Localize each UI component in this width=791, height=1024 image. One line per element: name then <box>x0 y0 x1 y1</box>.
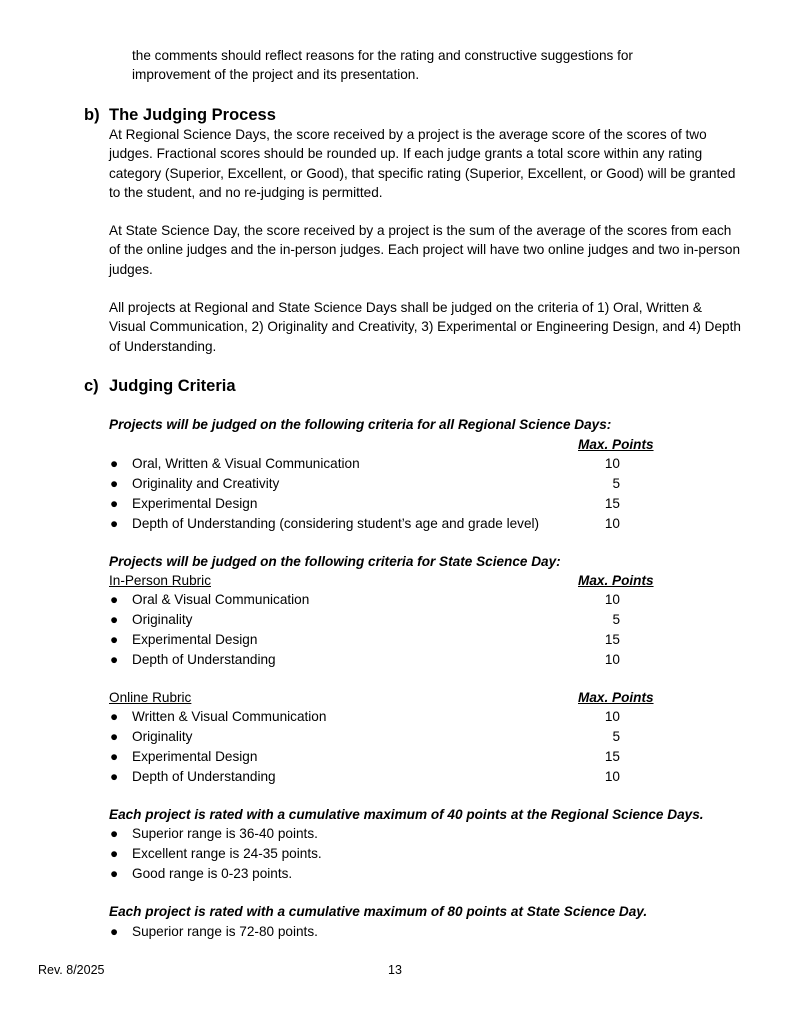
state-rating-intro: Each project is rated with a cumulative maximum of 80 points at State Science Day. <box>109 904 648 919</box>
criteria-points: 10 <box>604 456 620 471</box>
rating-label: Superior range is 36-40 points. <box>132 826 318 841</box>
footer-revision: Rev. 8/2025 <box>38 963 105 977</box>
criteria-points: 5 <box>612 729 620 744</box>
bullet-icon: ● <box>110 456 119 471</box>
rating-label: Good range is 0-23 points. <box>132 866 293 881</box>
bullet-icon: ● <box>110 709 119 724</box>
section-b-heading <box>84 104 276 126</box>
section-c-title: Judging Criteria <box>109 377 236 395</box>
section-c-letter: c) <box>84 377 99 395</box>
bullet-icon: ● <box>110 652 119 667</box>
online-rubric-title: Online Rubric <box>109 690 192 705</box>
regional-max-points-header: Max. Points <box>578 437 654 452</box>
criteria-label: Depth of Understanding (considering student’s age and grade level) <box>132 516 540 531</box>
state-criteria-intro: Projects will be judged on the following criteria for State Science Day: <box>109 554 561 569</box>
in-person-rubric-title: In-Person Rubric <box>109 573 211 588</box>
criteria-points: 15 <box>604 632 620 647</box>
bullet-icon: ● <box>110 592 119 607</box>
bullet-icon: ● <box>110 516 119 531</box>
criteria-points: 5 <box>612 476 620 491</box>
criteria-points: 15 <box>604 749 620 764</box>
criteria-label: Experimental Design <box>132 749 258 764</box>
intro-line-2: improvement of the project and its presentation. <box>132 67 420 82</box>
bullet-icon: ● <box>110 769 119 784</box>
bullet-icon: ● <box>110 496 119 511</box>
bullet-icon: ● <box>110 866 119 881</box>
criteria-points: 10 <box>604 652 620 667</box>
bullet-icon: ● <box>110 476 119 491</box>
footer-page-number: 13 <box>388 963 402 977</box>
regional-rating-intro: Each project is rated with a cumulative maximum of 40 points at the Regional Science Days. <box>109 807 704 822</box>
bullet-icon: ● <box>110 826 119 841</box>
criteria-label: Originality <box>132 729 193 744</box>
criteria-label: Originality and Creativity <box>132 476 280 491</box>
criteria-label: Experimental Design <box>132 496 258 511</box>
bullet-icon: ● <box>110 632 119 647</box>
online-max-points-header: Max. Points <box>578 690 654 705</box>
bullet-icon: ● <box>110 924 119 939</box>
criteria-points: 10 <box>604 709 620 724</box>
section-c-heading <box>84 375 236 397</box>
bullet-icon: ● <box>110 749 119 764</box>
bullet-icon: ● <box>110 846 119 861</box>
in-person-max-points-header: Max. Points <box>578 573 654 588</box>
section-b-title: The Judging Process <box>109 106 276 124</box>
judging-process-paragraph-2: At State Science Day, the score received by a project is the sum of the average of the scores from each of the online judges and the in-person judges. Each project will have two online judges and two in-person judges. <box>109 223 741 277</box>
criteria-points: 10 <box>604 592 620 607</box>
criteria-label: Depth of Understanding <box>132 652 276 667</box>
criteria-label: Oral, Written & Visual Communication <box>132 456 360 471</box>
criteria-label: Originality <box>132 612 193 627</box>
criteria-points: 5 <box>612 612 620 627</box>
bullet-icon: ● <box>110 612 119 627</box>
regional-criteria-intro: Projects will be judged on the following criteria for all Regional Science Days: <box>109 417 612 432</box>
criteria-label: Oral & Visual Communication <box>132 592 310 607</box>
criteria-label: Experimental Design <box>132 632 258 647</box>
criteria-label: Depth of Understanding <box>132 769 276 784</box>
rating-label: Superior range is 72-80 points. <box>132 924 318 939</box>
judging-process-paragraph-1: At Regional Science Days, the score received by a project is the average score of the scores of two judges. Fractional scores should be rounded up. If each judge grants a total score within any rating category (Superior, Excellent, or Good), that specific rating (Superior, Excellent, or Good) will be granted to the student, and no re-judging is permitted. <box>109 127 736 200</box>
criteria-points: 10 <box>604 516 620 531</box>
rating-label: Excellent range is 24-35 points. <box>132 846 322 861</box>
criteria-label: Written & Visual Communication <box>132 709 327 724</box>
bullet-icon: ● <box>110 729 119 744</box>
intro-line-1: the comments should reflect reasons for the rating and constructive suggestions for <box>132 48 633 63</box>
criteria-points: 15 <box>604 496 620 511</box>
judging-process-paragraph-3: All projects at Regional and State Science Days shall be judged on the criteria of 1) Oral, Written & Visual Communication, 2) Originality and Creativity, 3) Experimental or Engineering Design, and 4) Depth of Understanding. <box>109 300 741 354</box>
section-b-letter: b) <box>84 106 100 124</box>
criteria-points: 10 <box>604 769 620 784</box>
